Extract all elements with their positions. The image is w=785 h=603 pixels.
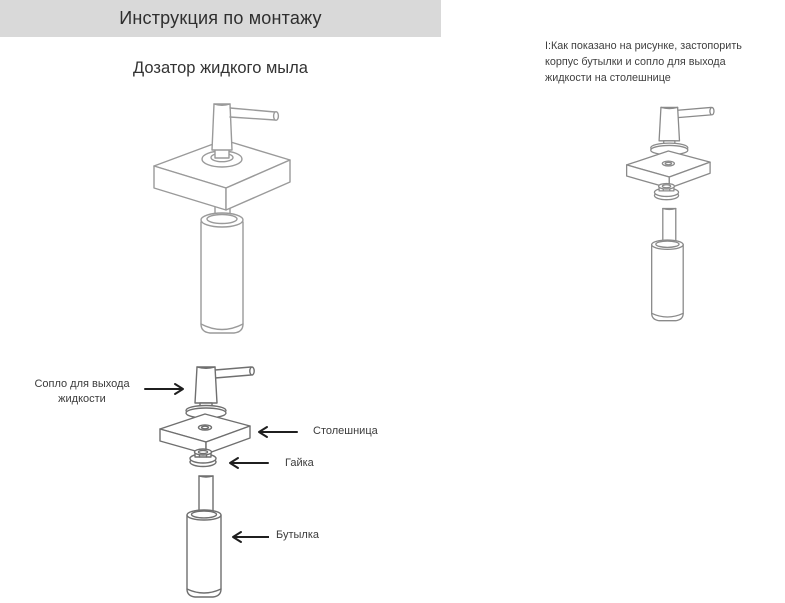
product-title: Дозатор жидкого мыла: [133, 59, 308, 77]
bottle-pointer-arrow-icon: [225, 530, 269, 544]
step1-instruction-text: I:Как показано на рисунке, застопорить корпус бутылки и сопло для выхода жидкости на столешнице: [545, 40, 742, 85]
nut-pointer-arrow-icon: [222, 456, 270, 470]
exploded-dispenser-illustration: [155, 363, 265, 603]
countertop-pointer-arrow-icon: [251, 425, 299, 439]
page-title: Инструкция по монтажу: [119, 8, 322, 28]
nozzle-label: Сопло для выхода жидкости: [34, 378, 130, 405]
nut-label: Гайка: [285, 457, 314, 469]
step1-exploded-dispenser-illustration: [622, 97, 724, 333]
header-bar: [0, 0, 441, 37]
nozzle-pointer-arrow-icon: [144, 382, 186, 396]
countertop-label: Столешница: [313, 425, 378, 437]
bottle-label: Бутылка: [276, 529, 320, 541]
assembled-dispenser-illustration: [140, 98, 300, 338]
